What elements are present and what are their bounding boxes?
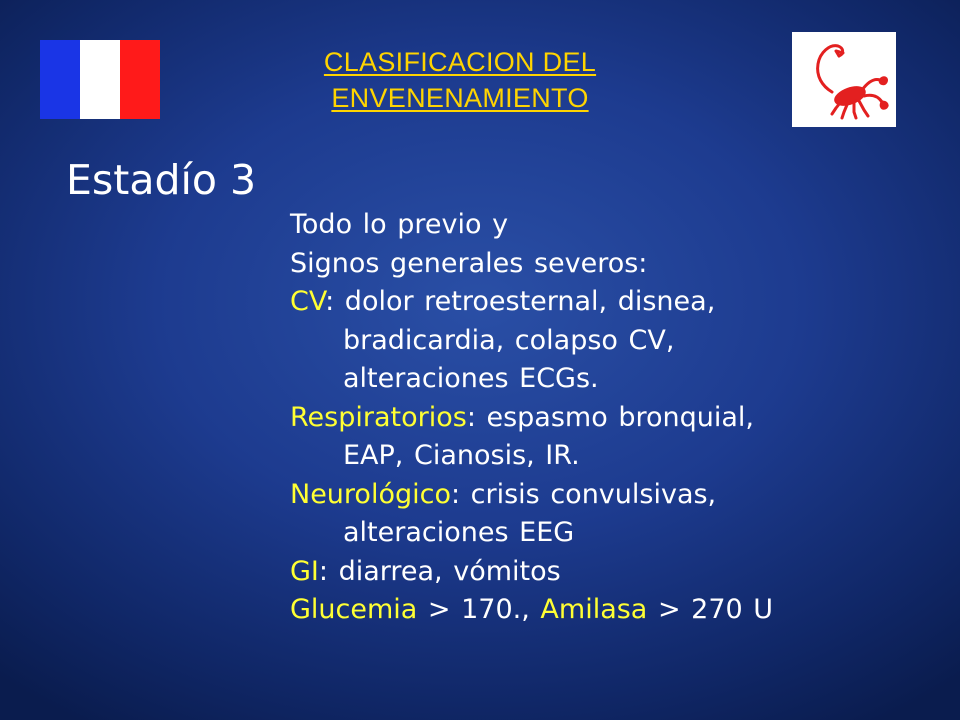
- cv-line: [290, 283, 940, 322]
- glucemia-label: Glucemia: [290, 594, 418, 625]
- respiratory-continuation: EAP, Cianosis, IR.: [343, 440, 580, 471]
- amilasa-label: Amilasa: [540, 594, 648, 625]
- neuro-label: Neurológico: [290, 478, 451, 510]
- slide-title-line-1: CLASIFICACION DEL: [323, 47, 597, 77]
- slide-title-line-2: ENVENENAMIENTO: [331, 83, 589, 113]
- flag-stripe-red: [120, 40, 160, 119]
- cv-text: : dolor retroesternal, disnea,: [325, 286, 716, 317]
- scorpion-logo: [792, 32, 896, 127]
- glucemia-text: > 170.,: [417, 594, 541, 625]
- slide-content: [290, 206, 940, 630]
- gi-line: [290, 553, 940, 592]
- cv-continuation-1: bradicardia, colapso CV,: [343, 324, 675, 356]
- france-flag-icon: [40, 40, 160, 119]
- neuro-continuation: alteraciones EEG: [343, 517, 575, 548]
- respiratory-text: : espasmo bronquial,: [466, 401, 754, 433]
- lab-line: [290, 591, 940, 630]
- scorpion-icon: [792, 32, 896, 127]
- stage-heading: Estadío 3: [66, 156, 257, 204]
- slide-title: [240, 44, 680, 116]
- neuro-text: : crisis convulsivas,: [450, 478, 717, 510]
- respiratory-line: [290, 399, 940, 438]
- flag-stripe-blue: [40, 40, 80, 119]
- respiratory-label: Respiratorios: [290, 401, 467, 433]
- cv-continuation-2: alteraciones ECGs.: [343, 363, 599, 394]
- gi-text: : diarrea, vómitos: [318, 555, 561, 587]
- content-line-2: Signos generales severos:: [290, 247, 648, 279]
- cv-label: CV: [290, 286, 326, 317]
- amilasa-text: > 270 U: [647, 594, 774, 625]
- gi-label: GI: [290, 555, 319, 587]
- content-line-1: Todo lo previo y: [290, 209, 509, 240]
- neuro-line: [290, 476, 940, 515]
- flag-stripe-white: [80, 40, 120, 119]
